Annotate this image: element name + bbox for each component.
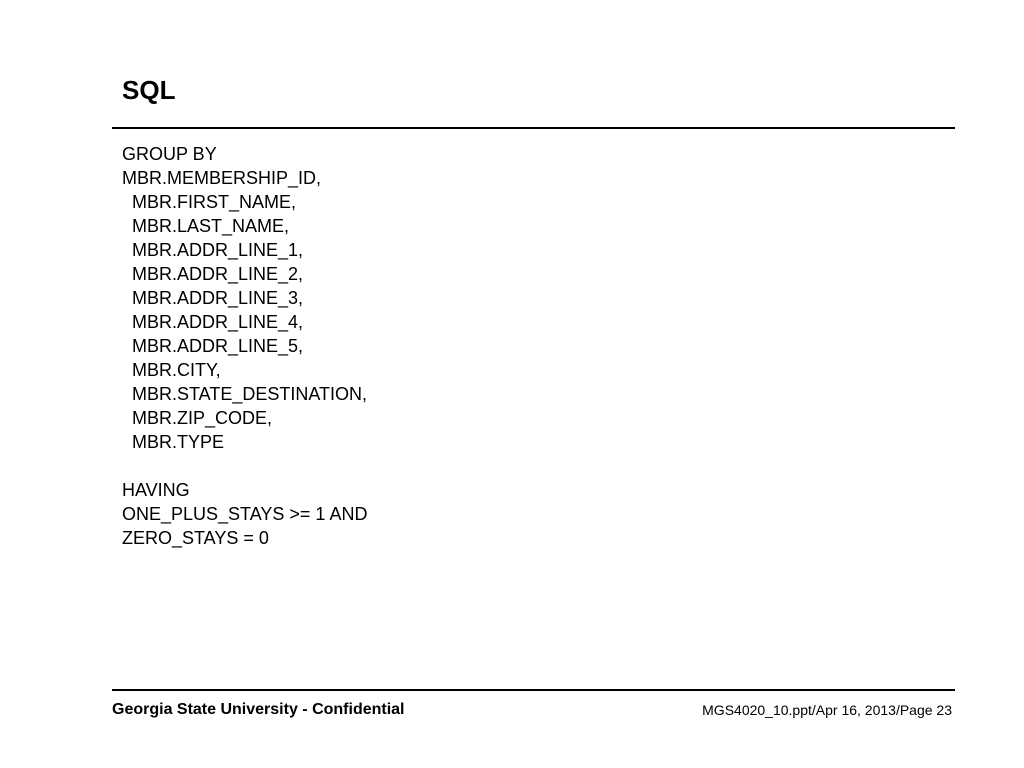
footer-organization: Georgia State University - Confidential (112, 701, 405, 718)
body-line: MBR.LAST_NAME, (122, 216, 290, 236)
body-line: MBR.ADDR_LINE_4, (122, 312, 304, 332)
body-line: MBR.ADDR_LINE_2, (122, 264, 304, 284)
body-line: MBR.TYPE (122, 432, 225, 452)
body-line: MBR.FIRST_NAME, (122, 192, 297, 212)
slide-body (122, 142, 367, 550)
body-line: MBR.CITY, (122, 360, 221, 380)
body-line-blank (122, 454, 367, 478)
slide-title: SQL (122, 75, 176, 105)
body-line: ONE_PLUS_STAYS >= 1 AND (122, 504, 368, 524)
body-line: HAVING (122, 480, 190, 500)
body-line: ZERO_STAYS = 0 (122, 528, 269, 548)
body-line: MBR.MEMBERSHIP_ID, (122, 168, 322, 188)
body-line: MBR.ZIP_CODE, (122, 408, 273, 428)
body-line: MBR.STATE_DESTINATION, (122, 384, 368, 404)
body-line: GROUP BY (122, 144, 217, 164)
body-line: MBR.ADDR_LINE_1, (122, 240, 304, 260)
footer-page-info: MGS4020_10.ppt/Apr 16, 2013/Page 23 (702, 702, 952, 718)
footer-divider (112, 689, 955, 691)
body-line: MBR.ADDR_LINE_5, (122, 336, 304, 356)
body-line: MBR.ADDR_LINE_3, (122, 288, 304, 308)
title-divider (112, 127, 955, 129)
